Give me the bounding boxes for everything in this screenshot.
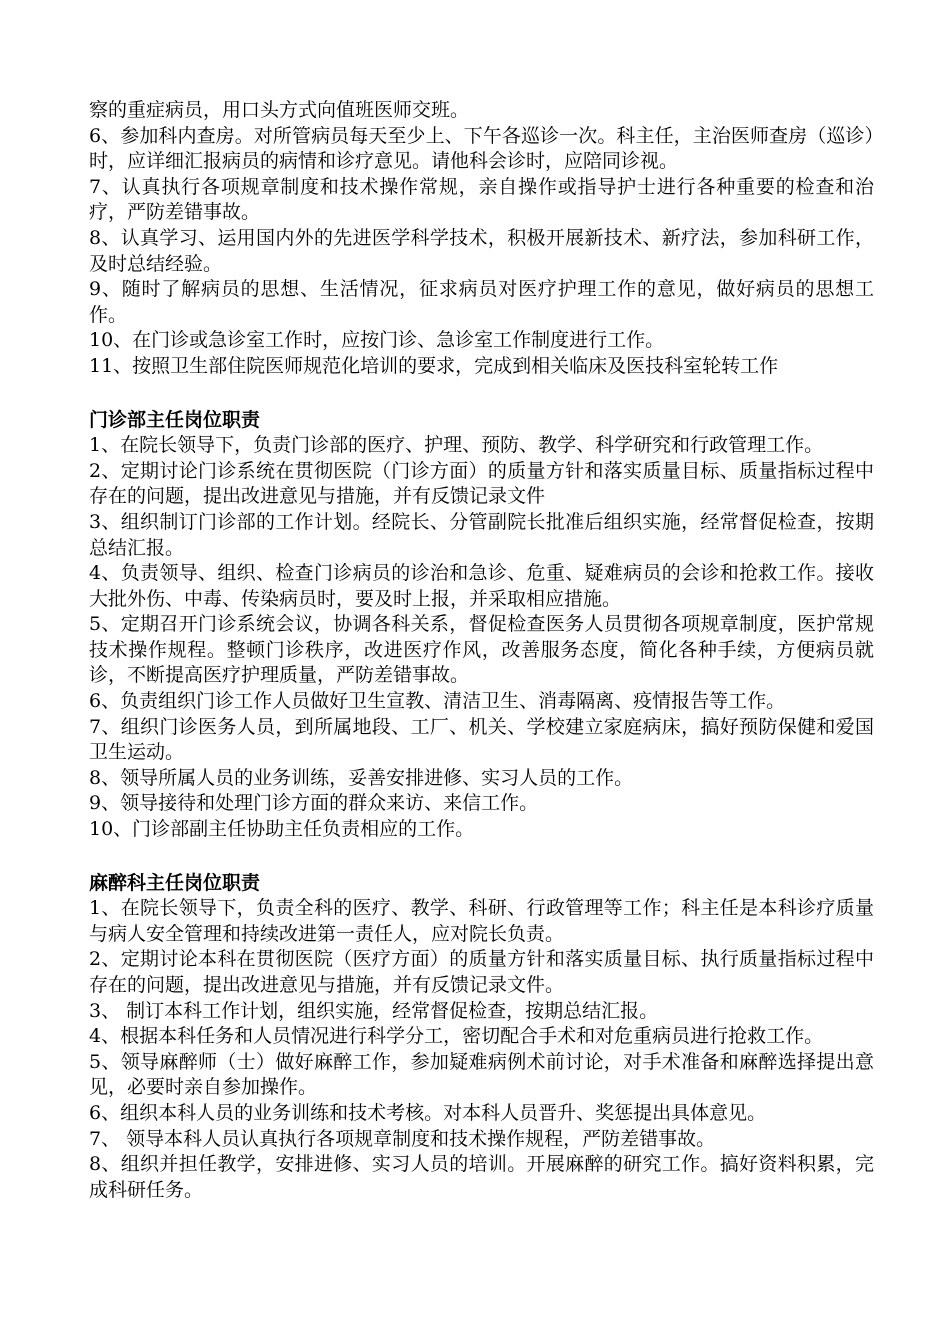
paragraph: 4、根据本科任务和人员情况进行科学分工，密切配合手术和对危重病员进行抢救工作。 <box>89 1025 824 1048</box>
paragraph: 8、领导所属人员的业务训练，妥善安排进修、实习人员的工作。 <box>89 766 634 789</box>
paragraph: 7、组织门诊医务人员，到所属地段、工厂、机关、学校建立家庭病床，搞好预防保健和爱国卫生运动。 <box>89 715 874 764</box>
section-spacer <box>89 380 874 408</box>
paragraph: 察的重症病员，用口头方式向值班医师交班。 <box>89 99 470 121</box>
paragraph: 10、在门诊或急诊室工作时，应按门诊、急诊室工作制度进行工作。 <box>89 329 665 352</box>
paragraph: 10、门诊部副主任协助主任负责相应的工作。 <box>89 818 475 841</box>
document-page <box>89 98 874 1203</box>
section-title: 门诊部主任岗位职责 <box>89 408 261 431</box>
section-spacer <box>89 843 874 871</box>
paragraph: 11、按照卫生部住院医师规范化培训的要求，完成到相关临床及医技科室轮转工作 <box>89 354 779 377</box>
paragraph: 4、负责领导、组织、检查门诊病员的诊治和急诊、危重、疑难病员的会诊和抢救工作。接收大批外伤、中毒、传染病员时，要及时上报，并采取相应措施。 <box>89 562 874 610</box>
paragraph: 6、负责组织门诊工作人员做好卫生宣教、清洁卫生、消毒隔离、疫情报告等工作。 <box>89 690 786 713</box>
paragraph: 6、参加科内查房。对所管病员每天至少上、下午各巡诊一次。科主任，主治医师查房（巡诊）时，应详细汇报病员的病情和诊疗意见。请他科会诊时，应陪同诊视。 <box>89 124 874 173</box>
paragraph: 1、在院长领导下，负责门诊部的医疗、护理、预防、教学、科学研究和行政管理工作。 <box>89 434 824 457</box>
section-outpatient-director <box>89 408 874 843</box>
paragraph: 7、 领导本科人员认真执行各项规章制度和技术操作规程，严防差错事故。 <box>89 1127 716 1150</box>
section-anesthesia-director <box>89 871 874 1204</box>
paragraph: 6、组织本科人员的业务训练和技术考核。对本科人员晋升、奖惩提出具体意见。 <box>89 1101 767 1124</box>
paragraph: 2、定期讨论门诊系统在贯彻医院（门诊方面）的质量方针和落实质量目标、质量指标过程中存在的问题，提出改进意见与措施，并有反馈记录文件 <box>89 459 874 508</box>
paragraph: 7、认真执行各项规章制度和技术操作常规，亲自操作或指导护士进行各种重要的检查和治疗，严防差错事故。 <box>89 175 874 224</box>
paragraph: 5、领导麻醉师（士）做好麻醉工作，参加疑难病例术前讨论，对手术准备和麻醉选择提出意见，必要时亲自参加操作。 <box>89 1050 874 1099</box>
paragraph: 9、随时了解病员的思想、生活情况，征求病员对医疗护理工作的意见，做好病员的思想工作。 <box>89 278 874 326</box>
paragraph: 8、认真学习、运用国内外的先进医学科学技术，积极开展新技术、新疗法，参加科研工作，及时总结经验。 <box>89 226 874 275</box>
section-resident-duties <box>89 98 874 380</box>
paragraph: 2、定期讨论本科在贯彻医院（医疗方面）的质量方针和落实质量目标、执行质量指标过程中存在的问题，提出改进意见与措施，并有反馈记录文件。 <box>89 948 874 996</box>
paragraph: 5、定期召开门诊系统会议，协调各科关系，督促检查医务人员贯彻各项规章制度，医护常规技术操作规程。整顿门诊秩序，改进医疗作风，改善服务态度，简化各种手续，方便病员就诊，不断提高医疗护理质量，严防差错事故。 <box>89 613 874 687</box>
paragraph: 1、在院长领导下，负责全科的医疗、教学、科研、行政管理等工作；科主任是本科诊疗质量与病人安全管理和持续改进第一责任人，应对院长负责。 <box>89 897 874 945</box>
paragraph: 8、组织并担任教学，安排进修、实习人员的培训。开展麻醉的研究工作。搞好资料积累，完成科研任务。 <box>89 1153 874 1201</box>
section-title: 麻醉科主任岗位职责 <box>89 871 261 894</box>
paragraph: 9、领导接待和处理门诊方面的群众来访、来信工作。 <box>89 792 539 815</box>
paragraph: 3、 制订本科工作计划，组织实施，经常督促检查，按期总结汇报。 <box>89 999 659 1022</box>
paragraph: 3、组织制订门诊部的工作计划。经院长、分管副院长批准后组织实施，经常督促检查，按期总结汇报。 <box>89 510 874 559</box>
